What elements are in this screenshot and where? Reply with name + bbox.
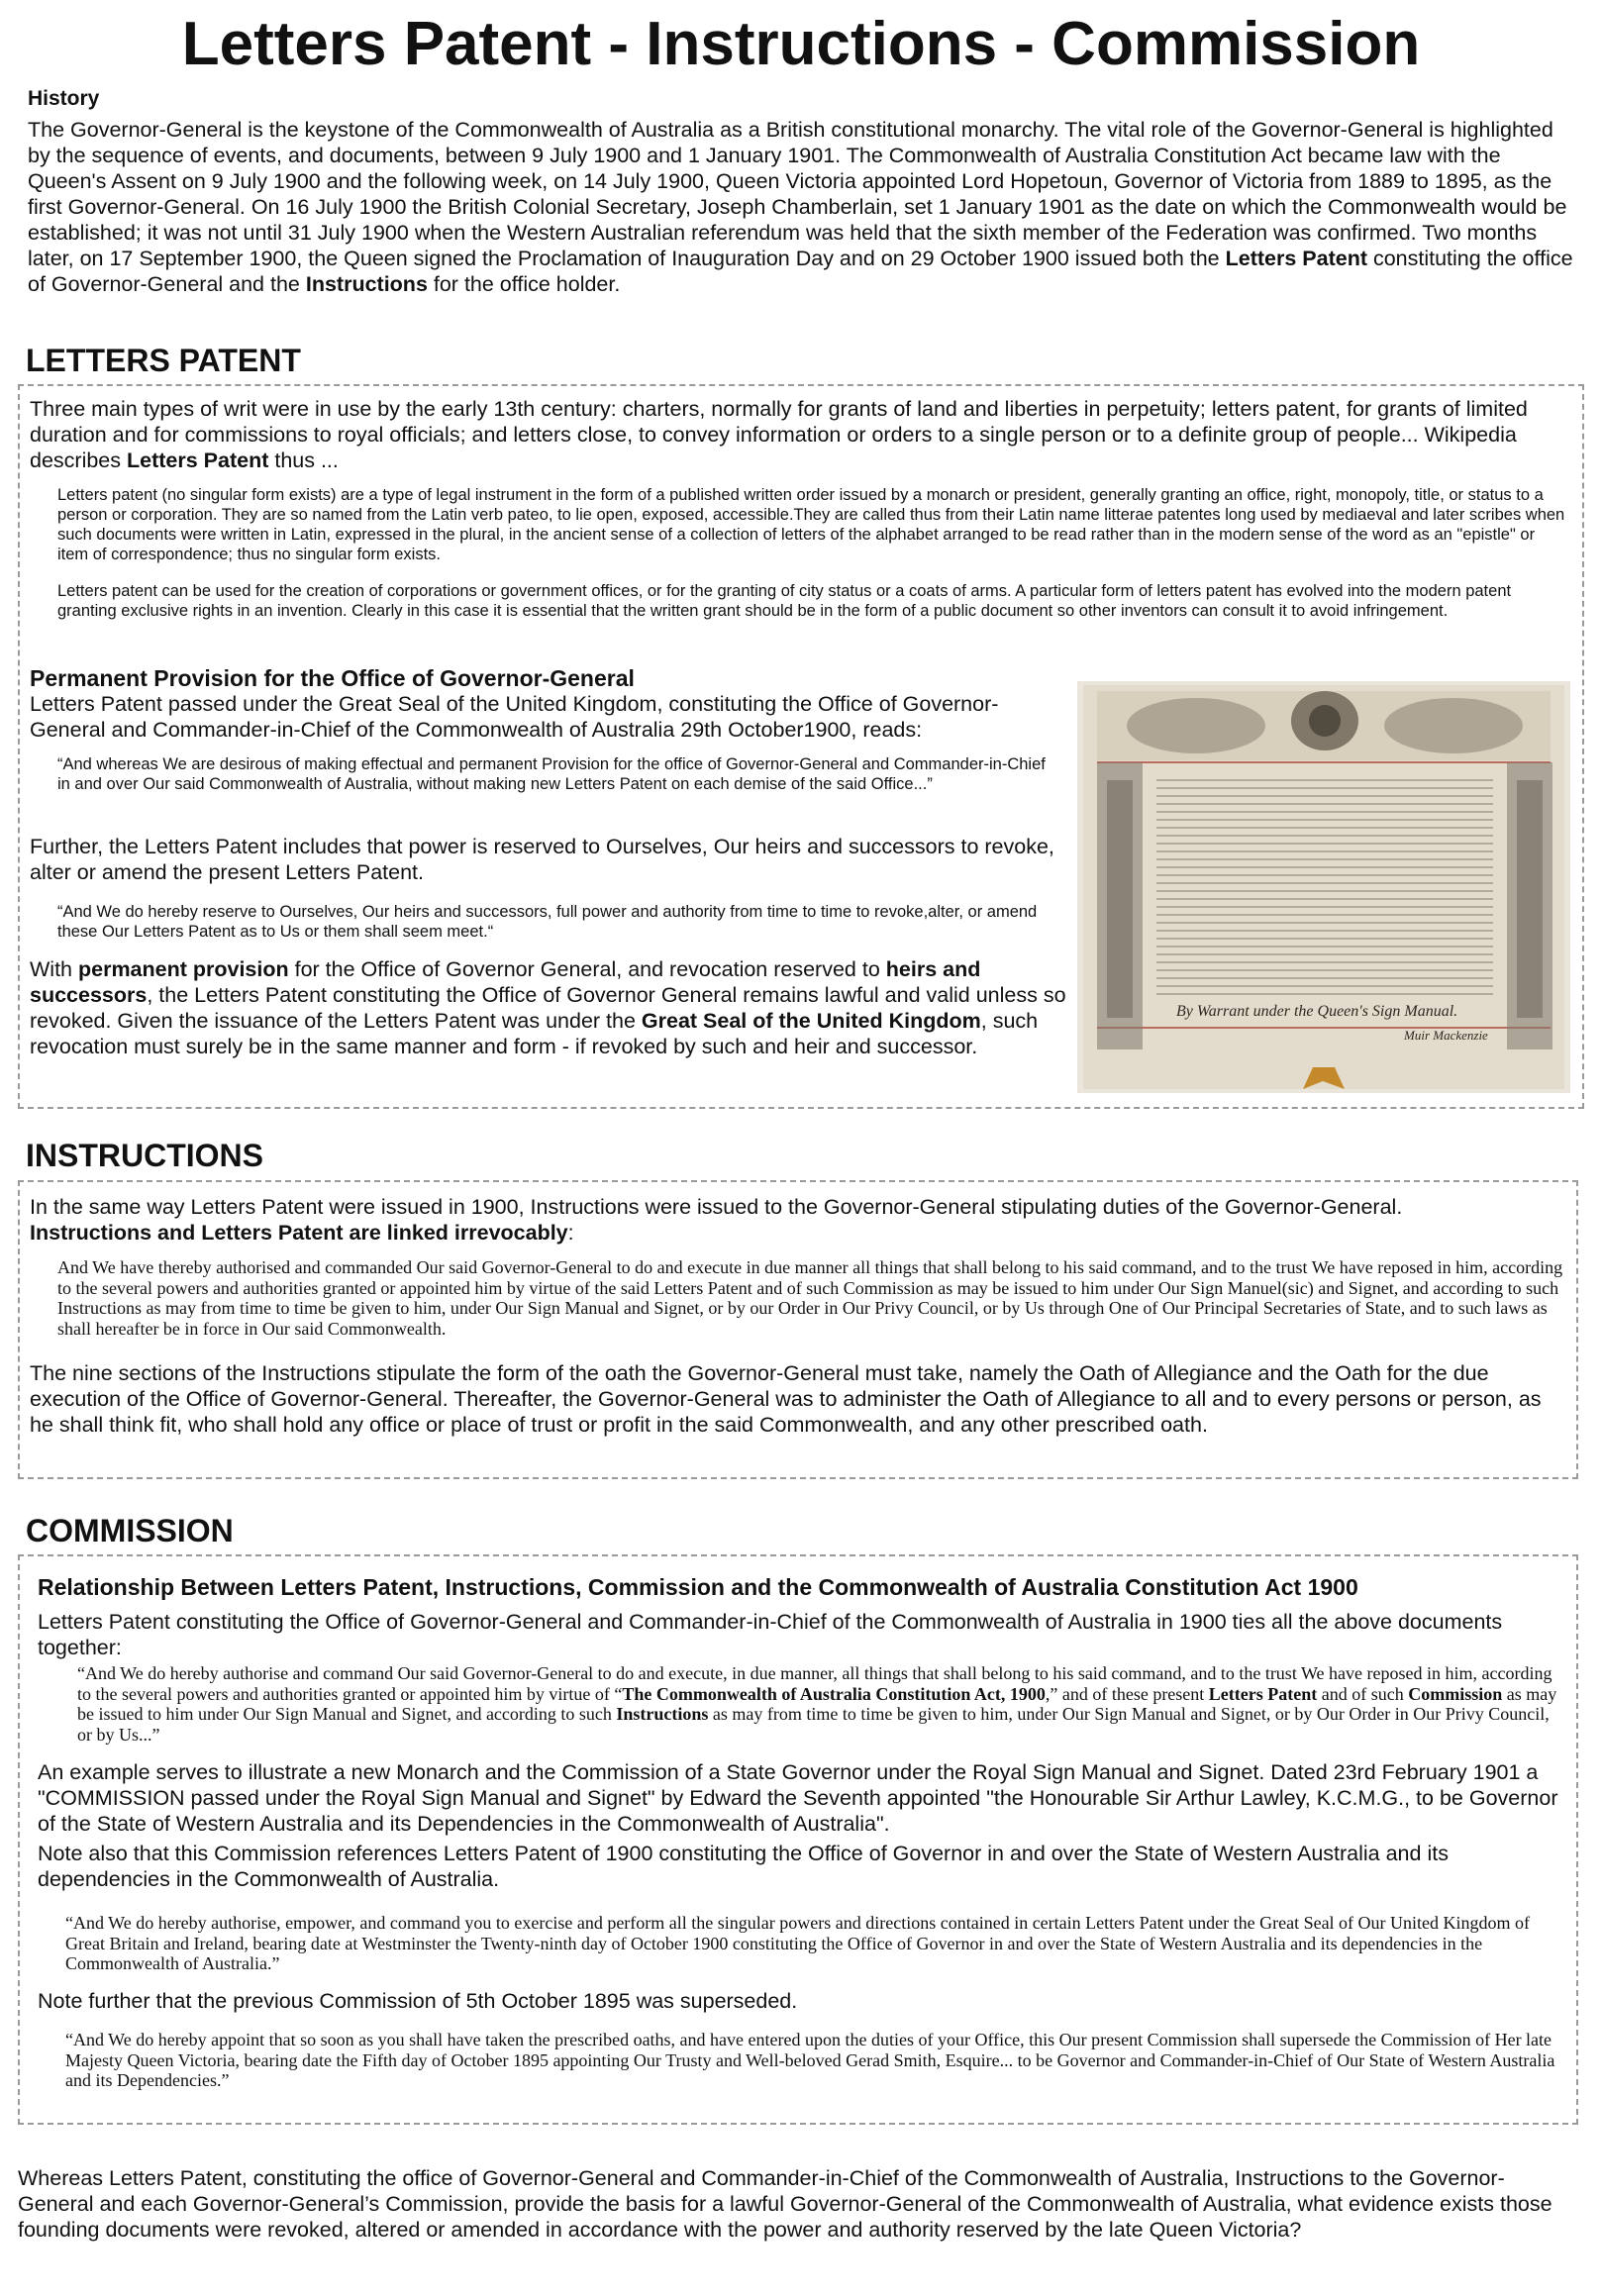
instructions-oath-paragraph: The nine sections of the Instructions stipulate the form of the oath the Governor-General must take, namely the Oath of Allegiance and the Oath for the due execution of the Office of Governor-General. Thereafter, the Governor-General was to administer the Oath of Allegiance to all and to every persons or person, as he shall think fit, who shall hold any office or place of trust or profit in the said Commonwealth, and any other prescribed oath. [30,1361,1542,1437]
permanent-provision-heading: Permanent Provision for the Office of Governor-General [30,665,635,691]
commission-intro: Letters Patent constituting the Office of Governor-General and Commander-in-Chief of the Commonwealth of Australia in 1900 ties all the above documents together: [38,1610,1503,1659]
permanent-provision-quote: “And whereas We are desirous of making effectual and permanent Provision for the office of Governor-General and Commander-in-Chief in and over Our said Commonwealth of Australia, without making new Letters Patent on each demise of the said Office...” [57,755,1046,793]
commission-example-paragraph: An example serves to illustrate a new Monarch and the Commission of a State Governor under the Royal Sign Manual and Signet. Dated 23rd February 1901 a "COMMISSION passed under the Royal Sign Manual and Signet" by Edward the Seventh appointed "the Honourable Sir Arthur Lawley, K.C.M.G., to be Governor of the State of Western Australia and its Dependencies in the Commonwealth of Australia". [38,1760,1558,1836]
letters-patent-document-image [1077,681,1570,1093]
commission-reference-paragraph: Note also that this Commission references Letters Patent of 1900 constituting the Office of Governor in and over the State of Western Australia and its dependencies in the Commonwealth of Australia. [38,1842,1449,1891]
image-warrant-line: By Warrant under the Queen's Sign Manual. [1176,1003,1458,1020]
history-heading: History [28,87,100,110]
letters-patent-heading: LETTERS PATENT [26,343,301,378]
commission-heading: COMMISSION [26,1513,234,1548]
page-title: Letters Patent - Instructions - Commission [181,10,1421,78]
commission-quote-2: “And We do hereby authorise, empower, and command you to exercise and perform all the singular powers and directions contained in certain Letters Patent under the Great Seal of Our United Kingdom of Great Britain and Ireland, bearing date at Westminster the Twenty-ninth day of October 1900 constituting the Office of Governor in and over the State of Western Australia and its dependencies in the Commonwealth of Australia.” [65,1913,1531,1973]
commission-quote-3: “And We do hereby appoint that so soon as you shall have taken the prescribed oaths, and have entered upon the duties of your Office, this Our present Commission shall supersede the Commission of Her late Majesty Queen Victoria, bearing date the Fifth day of October 1895 appointing Our Trusty and Well-beloved Gerad Smith, Esquire... to be Governor and Commander-in-Chief of Our State of Western Australia and its Dependencies.” [65,2030,1555,2090]
reservation-quote: “And We do hereby reserve to Ourselves, Our heirs and successors, full power and authority from time to time to revoke,alter, or amend these Our Letters Patent as to Us or them shall seem meet.“ [57,903,1038,941]
revocation-paragraph: With permanent provision for the Office of Governor General, and revocation reserved to heirs and successors, the Letters Patent constituting the Office of Governor General remains lawful and valid unless so revoked. Given the issuance of the Letters Patent was under the Great Seal of the United Kingdom, such revocation must surely be in the same manner and form - if revoked by such and heir and successor. [30,957,1066,1058]
instructions-intro: In the same way Letters Patent were issued in 1900, Instructions were issued to the Governor-General stipulating duties of the Governor-General. Instructions and Letters Patent are linked irrevocably: [30,1195,1403,1245]
closing-question: Whereas Letters Patent, constituting the office of Governor-General and Commander-in-Chief of the Commonwealth of Australia, Instructions to the Governor-General and each Governor-General’s Commission, provide the basis for a lawful Governor-General of the Commonwealth of Australia, what evidence exists those founding documents were revoked, altered or amended in accordance with the power and authority reserved by the late Queen Victoria? [18,2166,1552,2242]
wikipedia-quote-1: Letters patent (no singular form exists) are a type of legal instrument in the form of a published written order issued by a monarch or president, generally granting an office, right, monopoly, title, or status to a person or corporation. They are so named from the Latin verb pateo, to lie open, exposed, accessible.They are called thus from their Latin name litterae patentes long used by mediaeval and later scribes when such documents were written in Latin, expressed in the plural, in the ancient sense of a collection of letters of the alphabet arranged to be read rather than in the modern sense of the word as an "epistle" or item of correspondence; thus no singular form exists. [57,486,1565,563]
image-signature: Muir Mackenzie [1404,1028,1488,1043]
instructions-quote: And We have thereby authorised and commanded Our said Governor-General to do and execute in due manner all things that shall belong to his said command, and to the trust We have reposed in him, according to the several powers and authorities granted or appointed him by virtue of the said Letters Patent and of such Commission as may be issued to him under Our Sign Manuel(sic) and Signet, and according to such Instructions as may from time to time be given to him, under Our Sign Manual and Signet, or by our Order in Our Privy Council, or by Us through One of Our Principal Secretaries of State, and to such laws as shall hereafter be in force in Our said Commonwealth. [57,1257,1563,1339]
ornamental-header [1097,691,1551,760]
reservation-paragraph: Further, the Letters Patent includes that power is reserved to Ourselves, Our heirs and successors to revoke, alter or amend the present Letters Patent. [30,835,1054,884]
commission-quote-1: “And We do hereby authorise and command Our said Governor-General to do and execute, in due manner, all things that shall belong to his said command, and to the trust We have reposed in him, according to the several powers and authorities granted or appointed him by virtue of “The Commonwealth of Australia Constitution Act, 1900,” and of these present Letters Patent and of such Commission as may be issued to him under Our Sign Manual and Signet, and according to such Instructions as may from time to time be given to him, under Our Sign Manual and Signet, or by Our Order in Our Privy Council, or by Us...” [77,1663,1557,1745]
wikipedia-quote-2: Letters patent can be used for the creation of corporations or government offices, or for the granting of city status or a coats of arms. A particular form of letters patent has evolved into the modern patent granting exclusive rights in an invention. Clearly in this case it is essential that the written grant should be in the form of a public document so other inventors can consult it to avoid infringement. [57,582,1512,620]
instructions-heading: INSTRUCTIONS [26,1138,263,1173]
letters-patent-intro: Three main types of writ were in use by the early 13th century: charters, normally for grants of land and liberties in perpetuity; letters patent, for grants of limited duration and for commissions to royal officials; and letters close, to convey information or orders to a single person or to a definite group of people... Wikipedia describes Letters Patent thus ... [30,397,1528,472]
commission-superseded-paragraph: Note further that the previous Commission of 5th October 1895 was superseded. [38,1989,798,2013]
history-paragraph: The Governor-General is the keystone of the Commonwealth of Australia as a British constitutional monarchy. The vital role of the Governor-General is highlighted by the sequence of events, and documents, between 9 July 1900 and 1 January 1901. The Commonwealth of Australia Constitution Act became law with the Queen's Assent on 9 July 1900 and the following week, on 14 July 1900, Queen Victoria appointed Lord Hopetoun, Governor of Victoria from 1889 to 1895, as the first Governor-General. On 16 July 1900 the British Colonial Secretary, Joseph Chamberlain, set 1 January 1901 as the date on which the Commonwealth would be established; it was not until 31 July 1900 when the Western Australian referendum was held that the sixth member of the Federation was confirmed. Two months later, on 17 September 1900, the Queen signed the Proclamation of Inauguration Day and on 29 October 1900 issued both the Letters Patent constituting the office of Governor-General and the Instructions for the office holder. [28,118,1573,296]
history-section [28,87,1577,297]
permanent-provision-intro: Letters Patent passed under the Great Seal of the United Kingdom, constituting the Office of Governor-General and Commander-in-Chief of the Commonwealth of Australia 29th October1900, reads: [30,692,999,742]
relationship-heading: Relationship Between Letters Patent, Instructions, Commission and the Commonwealth of Australia Constitution Act 1900 [38,1574,1358,1600]
